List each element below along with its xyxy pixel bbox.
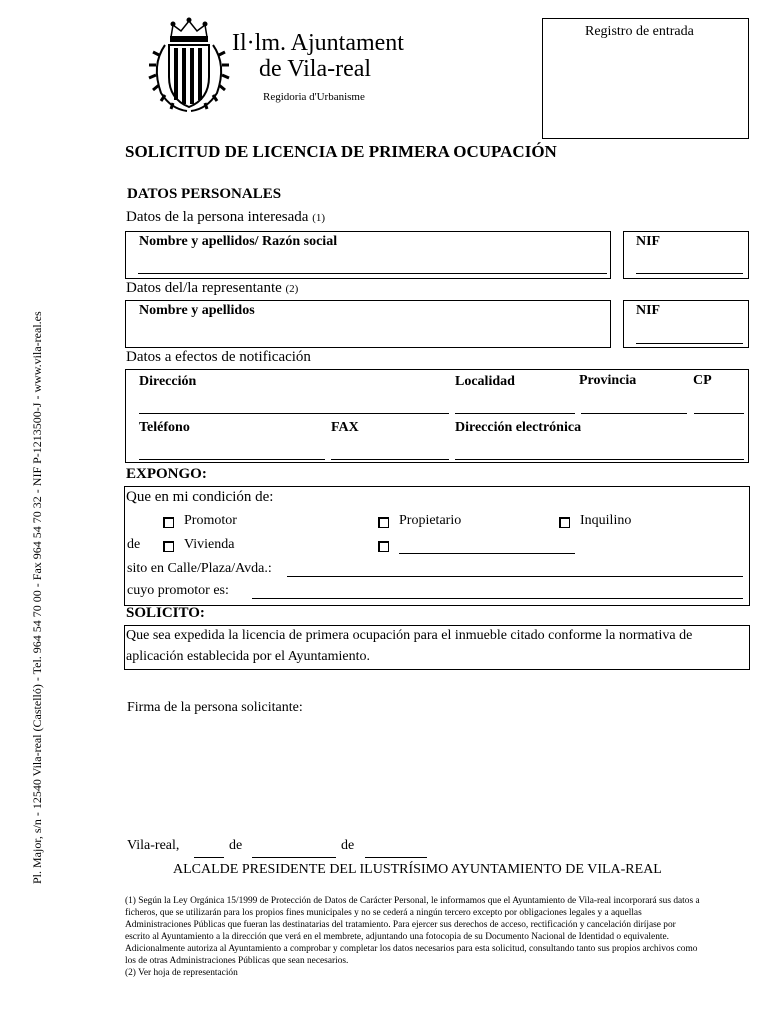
interested-note: (1)	[312, 212, 326, 224]
other-use-field-line[interactable]	[399, 553, 575, 554]
fax-field-line[interactable]	[331, 459, 449, 460]
rep-name-label: Nombre y apellidos	[139, 303, 255, 318]
promotor-name-label: cuyo promotor es:	[127, 583, 229, 598]
province-label: Provincia	[579, 373, 637, 388]
promotor-name-field-line[interactable]	[252, 598, 743, 599]
nif-field-line[interactable]	[636, 273, 743, 274]
vivienda-option-label: Vivienda	[184, 537, 235, 552]
signature-de1: de	[229, 838, 243, 853]
footnote-line: (1) Según la Ley Orgánica 15/1999 de Protección de Datos de Carácter Personal, le informamos que el Ayuntamiento de Vila-real incorporará sus datos a	[125, 896, 700, 906]
name-label: Nombre y apellidos/ Razón social	[139, 234, 338, 249]
signature-label: Firma de la persona solicitante:	[127, 700, 303, 715]
sito-field-line[interactable]	[287, 576, 743, 577]
expongo-heading: EXPONGO:	[126, 466, 207, 482]
name-field-line[interactable]	[138, 273, 607, 274]
propietario-option-label: Propietario	[399, 513, 462, 528]
footnote-line: los de otras Administraciones Públicas que sean necesarios.	[125, 956, 349, 966]
rep-heading	[126, 280, 298, 297]
solicito-heading: SOLICITO:	[126, 605, 205, 621]
day-field-line[interactable]	[194, 857, 224, 858]
solicito-text-line2: aplicación establecida por el Ayuntamiento.	[126, 649, 371, 664]
solicito-text-line1: Que sea expedida la licencia de primera ocupación para el inmueble citado conforme la normativa de	[126, 628, 693, 643]
month-field-line[interactable]	[252, 857, 336, 858]
cp-field-line[interactable]	[694, 413, 744, 414]
year-field-line[interactable]	[365, 857, 427, 858]
rep-nif-label: NIF	[636, 303, 661, 318]
signature-de2: de	[341, 838, 355, 853]
nif-label: NIF	[636, 234, 661, 249]
promotor-option-label: Promotor	[184, 513, 237, 528]
de-label: de	[127, 537, 141, 552]
fax-label: FAX	[331, 420, 359, 435]
notification-heading: Datos a efectos de notificación	[126, 349, 311, 365]
notification-box	[125, 369, 749, 463]
interested-label: Datos de la persona interesada	[126, 209, 309, 225]
footnote-line: ficheros, que se utilizarán para los propios fines municipales y no se cederá a ningún tercero excepto por obligaciones legales y a aquellas	[125, 908, 642, 918]
rep-nif-field-line[interactable]	[636, 343, 743, 344]
coat-of-arms-icon	[143, 15, 235, 115]
locality-field-line[interactable]	[455, 413, 575, 414]
other-use-checkbox[interactable]	[378, 541, 389, 552]
side-address-text: Pl. Major, s/n - 12540 Vila-real (Castelló) - Tel. 964 54 70 00 - Fax 964 54 70 32 - NIF P-1213500-J - www.vila-real.es	[30, 311, 44, 884]
interested-heading	[126, 209, 325, 226]
condition-label: Que en mi condición de:	[126, 489, 274, 505]
locality-label: Localidad	[455, 374, 515, 389]
header-title-line2: de Vila-real	[259, 56, 372, 82]
email-label: Dirección electrónica	[455, 420, 582, 435]
sito-label: sito en Calle/Plaza/Avda.:	[127, 561, 272, 576]
email-field-line[interactable]	[455, 459, 744, 460]
cp-label: CP	[693, 373, 712, 388]
phone-field-line[interactable]	[139, 459, 325, 460]
footnote-line: Adicionalmente autoriza al Ayuntamiento a comprobar y completar los datos necesarios para esta solicitud, consultando tanto sus propios archivos como	[125, 944, 698, 954]
phone-label: Teléfono	[139, 420, 190, 435]
propietario-checkbox[interactable]	[378, 517, 389, 528]
inquilino-checkbox[interactable]	[559, 517, 570, 528]
rep-note: (2)	[285, 283, 299, 295]
footnote-line: escrito al Ayuntamiento a la dirección que verá en el membrete, adjuntando una fotocopia de su Documento Nacional de Identidad o equivalente.	[125, 932, 669, 942]
header-department: Regidoria d'Urbanisme	[263, 91, 365, 103]
address-field-line[interactable]	[139, 413, 449, 414]
rep-label: Datos del/la representante	[126, 280, 282, 296]
registry-label: Registro de entrada	[585, 24, 694, 39]
inquilino-option-label: Inquilino	[580, 513, 632, 528]
address-label: Dirección	[139, 374, 197, 389]
vivienda-checkbox[interactable]	[163, 541, 174, 552]
personal-heading: DATOS PERSONALES	[127, 186, 282, 202]
form-title: SOLICITUD DE LICENCIA DE PRIMERA OCUPACIÓN	[125, 142, 557, 161]
signature-place: Vila-real,	[127, 838, 180, 853]
footnote-line: Administraciones Públicas que fueran las destinatarias del tratamiento. Para ejercer sus derechos de acceso, rectificación y cancelación diríjase por	[125, 920, 676, 930]
promotor-checkbox[interactable]	[163, 517, 174, 528]
header-title-line1: Il·lm. Ajuntament	[232, 30, 404, 56]
mayor-addressee: ALCALDE PRESIDENTE DEL ILUSTRÍSIMO AYUNTAMIENTO DE VILA-REAL	[173, 862, 662, 877]
footnote-line: (2) Ver hoja de representación	[125, 968, 238, 978]
province-field-line[interactable]	[581, 413, 687, 414]
